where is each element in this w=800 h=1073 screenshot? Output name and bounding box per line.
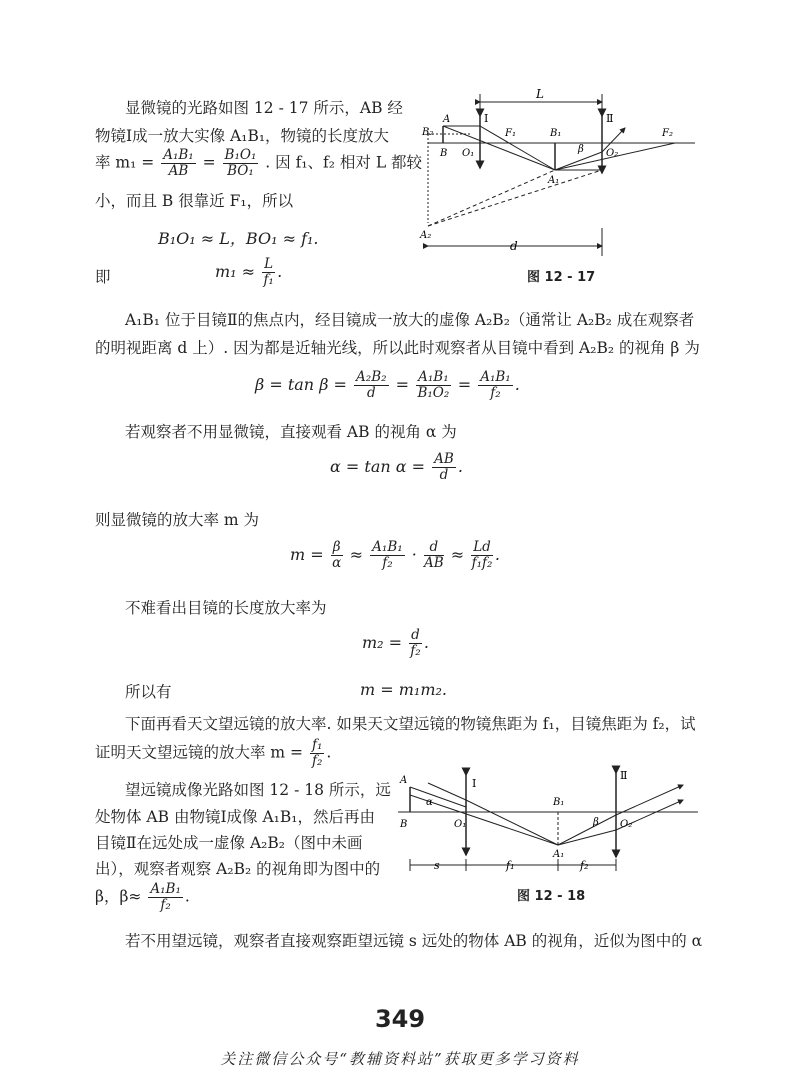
fig1-label-O2: O₂ (606, 148, 619, 159)
fig1-label-B1: B₁ (550, 128, 562, 139)
fig2-label-s: s (434, 859, 440, 872)
fig1-label-O1: O₁ (462, 148, 475, 159)
fig2-label-B: B (400, 819, 408, 830)
para7-line2: 证明天文望远镜的放大率 m = $\frac{\text{f₁}}{\text{f₂}}$ . (95, 737, 332, 769)
fig1-label-A1: A₁ (548, 175, 560, 186)
fig1-label-B2: B₂ (422, 127, 434, 138)
fig1-label-A2: A₂ (420, 230, 432, 241)
fraction: $\frac{\text{B₁O₁}}{\text{BO₁}}$ (224, 147, 257, 179)
fig1-label-B: B (440, 148, 448, 159)
fig2-label-B1: B₁ (553, 797, 565, 808)
para1-line4: 小，而且 B 很靠近 F₁，所以 (95, 192, 294, 210)
para6-label: 所以有 (125, 683, 172, 701)
fig1-label-F1: F₁ (505, 128, 516, 139)
fraction: $\frac{d}{AB}$ (423, 539, 444, 571)
fig2-label-A: A (400, 775, 408, 786)
para2-line1: A₁B₁ 位于目镜Ⅱ的焦点内，经目镜成一放大的虚像 A₂B₂（通常让 A₂B₂ 成在观察者 (125, 311, 695, 329)
para4-line1: 则显微镜的放大率 m 为 (95, 511, 260, 529)
para8-line5: β，β≈ $\frac{\text{A₁B₁}}{\text{f₂}}$ . (95, 881, 190, 913)
equation-alpha: α = tan α = $\frac{AB}{d}$ . (330, 451, 463, 483)
fraction: $\frac{\text{A₁B₁}}{\text{f₂}}$ (480, 369, 511, 401)
fraction: $\frac{\text{A₁B₁}}{AB}$ (163, 147, 194, 179)
equation-beta: β = tan β = $\frac{\text{A₂B₂}}{d}$ = $\frac{\text{A₁B₁}}{\text{B₁O₂}}$ = $\frac{\text{A₁B₁}}{\text{f₂}}$ . (255, 369, 520, 401)
page-number: 349 (374, 1005, 426, 1033)
fig1-label-beta: β (578, 144, 584, 155)
para8-line3: 目镜Ⅱ在远处成一虚像 A₂B₂（图中未画 (95, 834, 363, 852)
equation-b1o1: B₁O₁ ≈ L，BO₁ ≈ f₁. (158, 229, 319, 248)
fraction: $\frac{\text{A₁B₁}}{\text{B₁O₂}}$ (417, 369, 450, 401)
para8-line4: 出），观察者观察 A₂B₂ 的视角即为图中的 (95, 860, 381, 878)
para8-line2: 处物体 AB 由物镜Ⅰ成像 A₁B₁，然后再由 (95, 808, 375, 826)
fraction: $\frac{\text{f₁}}{\text{f₂}}$ (311, 737, 323, 769)
equation-m: m = $\frac{\beta}{\alpha}$ ≈ $\frac{\text{A₁B₁}}{\text{f₂}}$ · $\frac{d}{AB}$ ≈ $\frac{Ld}{\text{f₁f₂}}$ . (290, 539, 500, 571)
equation-m-product: m = m₁m₂. (360, 680, 448, 699)
para1-line2: 物镜Ⅰ成一放大实像 A₁B₁，物镜的长度放大 (95, 127, 390, 145)
fig2-label-O1: O₁ (454, 819, 467, 830)
footer-note: 关注微信公众号“教辅资料站”获取更多学习资料 (220, 1050, 580, 1068)
fig2-label-f1: f₁ (506, 859, 515, 872)
para2-line2: 的明视距离 d 上）. 因为都是近轴光线，所以此时观察者从目镜中看到 A₂B₂ 的视角 β 为 (95, 339, 700, 357)
para1-line1: 显微镜的光路如图 12 - 17 所示，AB 经 (125, 99, 403, 117)
fraction: $\frac{\text{A₁B₁}}{\text{f₂}}$ (372, 539, 403, 571)
fig1-label-II: Ⅱ (606, 112, 614, 125)
fraction: $\frac{AB}{d}$ (434, 451, 454, 483)
figure-12-17-diagram (410, 88, 700, 263)
fig1-label-d: d (510, 239, 518, 253)
fraction: $\frac{\text{A₂B₂}}{d}$ (356, 369, 387, 401)
para7-line1: 下面再看天文望远镜的放大率. 如果天文望远镜的物镜焦距为 f₁，目镜焦距为 f₂，试 (125, 715, 696, 733)
fraction: $\frac{\text{A₁B₁}}{\text{f₂}}$ (150, 881, 181, 913)
fig2-label-I: Ⅰ (472, 777, 477, 790)
para8-line1: 望远镜成像光路如图 12 - 18 所示，远 (125, 781, 391, 799)
figure-12-18-caption: 图 12 - 18 (517, 889, 586, 904)
fig1-label-A: A (443, 114, 451, 125)
fraction: $\frac{L}{\text{f₁}}$ (263, 256, 274, 288)
fig2-label-O2: O₂ (620, 819, 633, 830)
figure-12-17-caption: 图 12 - 17 (527, 270, 596, 285)
fig2-label-f2: f₂ (580, 859, 589, 872)
figure-12-18-diagram (398, 765, 698, 885)
fig1-label-F2: F₂ (662, 128, 673, 139)
equation-m2: m₂ = $\frac{d}{\text{f₂}}$ . (362, 627, 429, 659)
fraction: $\frac{\beta}{\alpha}$ (332, 539, 342, 571)
para5-line1: 不难看出目镜的长度放大率为 (125, 599, 327, 617)
label-ji: 即 (95, 268, 111, 286)
fig1-label-L: L (536, 88, 544, 101)
fig1-label-I: Ⅰ (484, 112, 489, 125)
fig2-label-II: Ⅱ (620, 769, 628, 782)
fig2-label-beta: β (593, 817, 599, 828)
fig2-label-alpha: α (426, 797, 433, 808)
para1-line3: 率 m₁ = $\frac{\text{A₁B₁}}{AB}$ = $\frac{\text{B₁O₁}}{\text{BO₁}}$ . 因 f₁、f₂ 相对 L 都较 (95, 147, 423, 179)
fraction: $\frac{d}{\text{f₂}}$ (410, 627, 421, 659)
para9-line1: 若不用望远镜，观察者直接观察距望远镜 s 远处的物体 AB 的视角，近似为图中的 α (125, 932, 703, 950)
equation-m1: m₁ ≈ $\frac{L}{\text{f₁}}$ . (215, 256, 283, 288)
fraction: $\frac{Ld}{\text{f₁f₂}}$ (471, 539, 493, 571)
para3-line1: 若观察者不用显微镜，直接观看 AB 的视角 α 为 (125, 423, 457, 441)
fig2-label-A1: A₁ (553, 849, 565, 860)
